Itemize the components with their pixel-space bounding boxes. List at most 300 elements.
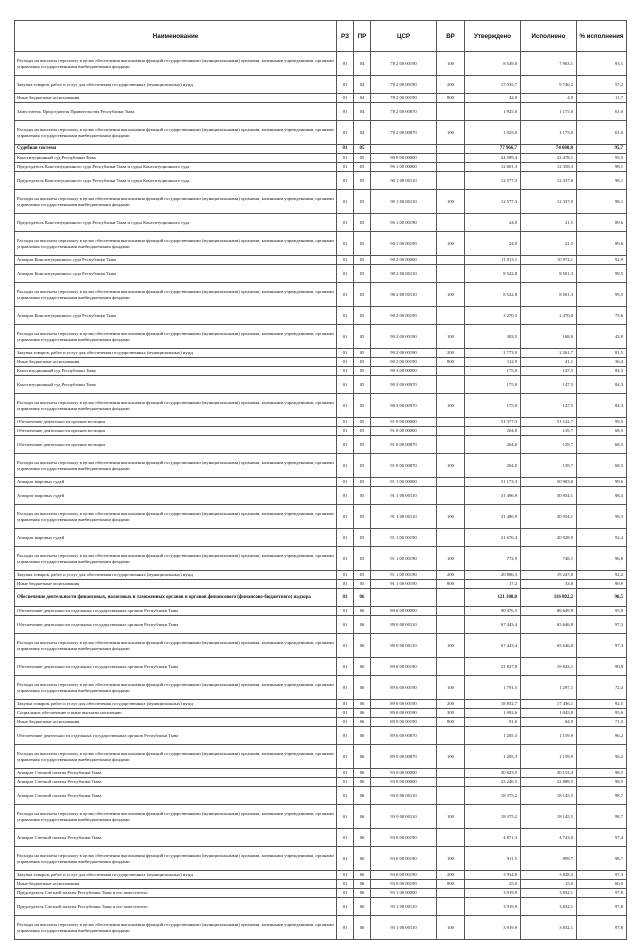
cell-rz: 01	[337, 547, 354, 571]
cell-vr: 800	[437, 358, 465, 367]
cell-name: Председатель Счетной палаты Республики Тыва и его заместитель	[15, 889, 337, 898]
cell-percent: 43,8	[577, 325, 627, 349]
cell-name: Аппарат Счетной палаты Республики Тыва	[15, 778, 337, 787]
cell-vr: 100	[437, 454, 465, 478]
cell-vr: 100	[437, 52, 465, 76]
cell-pr: 05	[354, 505, 371, 529]
cell-csr: 90 1 00 00190	[371, 232, 437, 256]
cell-executed: 1 159,9	[521, 745, 577, 769]
table-row	[15, 427, 627, 436]
cell-executed: 10 972,1	[521, 256, 577, 265]
table-row	[15, 505, 627, 529]
cell-approved: 67 443,4	[465, 634, 521, 658]
cell-executed: 19 247,0	[521, 571, 577, 580]
cell-csr: 78 2 00 00870	[371, 103, 437, 121]
cell-pr: 06	[354, 676, 371, 700]
table-row	[15, 709, 627, 718]
cell-vr	[437, 589, 465, 607]
cell-vr: 100	[437, 190, 465, 214]
cell-pr: 05	[354, 163, 371, 172]
cell-name: Конституционный суд Республики Тыва	[15, 367, 337, 376]
cell-percent: 95,6	[577, 709, 627, 718]
cell-pr: 05	[354, 580, 371, 589]
cell-rz: 01	[337, 232, 354, 256]
cell-executed: 18 145,5	[521, 787, 577, 805]
cell-percent: 84,3	[577, 394, 627, 418]
table-row	[15, 880, 627, 889]
cell-approved: 3 270,3	[465, 307, 521, 325]
cell-executed: 74 600,8	[521, 145, 577, 154]
cell-executed: 18 145,5	[521, 805, 577, 829]
table-row	[15, 214, 627, 232]
cell-percent: 92,9	[577, 256, 627, 265]
cell-rz: 01	[337, 889, 354, 898]
cell-approved: 3 919,9	[465, 889, 521, 898]
cell-name: Конституционный суд Республики Тыва	[15, 376, 337, 394]
cell-executed: 748,1	[521, 547, 577, 571]
cell-executed: 12 337,0	[521, 190, 577, 214]
cell-percent: 95,8	[577, 607, 627, 616]
cell-executed: 3 832,1	[521, 898, 577, 916]
cell-name: Заместитель Председателя Правительства Республики Тыва	[15, 103, 337, 121]
cell-executed: 3 832,1	[521, 916, 577, 940]
cell-csr: 90 2 00 00000	[371, 256, 437, 265]
header-approved: Утверждено	[465, 21, 521, 52]
table-row	[15, 805, 627, 829]
cell-approved: 12 577,3	[465, 190, 521, 214]
cell-rz: 01	[337, 256, 354, 265]
cell-rz: 01	[337, 769, 354, 778]
table-row	[15, 571, 627, 580]
cell-executed: 41,1	[521, 358, 577, 367]
cell-name: Расходы на выплаты персоналу в целях обеспечения выполнения функций государственными (муниципальными) органами, казенными учреждениями, органами управления государственными внебюджетными фондами	[15, 325, 337, 349]
cell-vr	[437, 145, 465, 154]
header-pr: ПР	[354, 21, 371, 52]
cell-vr	[437, 727, 465, 745]
budget-table	[14, 20, 627, 940]
cell-percent: 90,9	[577, 658, 627, 676]
cell-percent: 97,4	[577, 829, 627, 847]
cell-pr: 06	[354, 880, 371, 889]
table-header-row	[15, 21, 627, 52]
cell-name: Закупка товаров, работ и услуг для обеспечения государственных (муниципальных) нужд	[15, 571, 337, 580]
cell-name: Расходы на выплаты персоналу в целях обеспечения выполнения функций государственными (муниципальными) органами, казенными учреждениями, органами управления государственными внебюджетными фондами	[15, 805, 337, 829]
cell-csr: 93 0 00 00190	[371, 829, 437, 847]
cell-percent: 98,1	[577, 190, 627, 214]
cell-approved: 121 100,0	[465, 589, 521, 607]
cell-approved: 12 601,3	[465, 163, 521, 172]
cell-approved: 4 871,3	[465, 829, 521, 847]
cell-name: Расходы на выплаты персоналу в целях обеспечения выполнения функций государственными (муниципальными) органами, казенными учреждениями, органами управления государственными внебюджетными фондами	[15, 121, 337, 145]
cell-name: Обеспечение деятельности отдельных государственных органов Республики Тыва	[15, 607, 337, 616]
cell-executed: 168,0	[521, 325, 577, 349]
cell-pr: 05	[354, 349, 371, 358]
cell-name: Иные бюджетные ассигнования	[15, 358, 337, 367]
cell-approved: 42,0	[465, 94, 521, 103]
table-row	[15, 94, 627, 103]
table-row	[15, 607, 627, 616]
cell-rz: 01	[337, 616, 354, 634]
table-row	[15, 847, 627, 871]
table-row	[15, 154, 627, 163]
cell-name: Обеспечение деятельности отдельных государственных органов Республики Тыва	[15, 727, 337, 745]
cell-vr	[437, 265, 465, 283]
cell-percent: 92,2	[577, 571, 627, 580]
cell-vr	[437, 778, 465, 787]
cell-percent: 72,4	[577, 676, 627, 700]
cell-vr	[437, 436, 465, 454]
cell-pr: 04	[354, 121, 371, 145]
cell-vr: 100	[437, 325, 465, 349]
cell-vr	[437, 154, 465, 163]
cell-percent: 95,5	[577, 154, 627, 163]
table-row	[15, 349, 627, 358]
cell-percent: 99,5	[577, 418, 627, 427]
cell-name: Председатель Счетной палаты Республики Тыва и его заместитель	[15, 898, 337, 916]
cell-executed: 86 649,8	[521, 607, 577, 616]
cell-percent: 99,5	[577, 265, 627, 283]
cell-csr: 78 2 00 00870	[371, 121, 437, 145]
cell-vr	[437, 256, 465, 265]
cell-percent: 98,7	[577, 847, 627, 871]
cell-pr: 05	[354, 427, 371, 436]
cell-approved: 383,5	[465, 325, 521, 349]
table-row	[15, 256, 627, 265]
cell-rz: 01	[337, 634, 354, 658]
cell-approved: 204,0	[465, 436, 521, 454]
cell-vr	[437, 367, 465, 376]
cell-rz: 01	[337, 898, 354, 916]
cell-rz: 01	[337, 478, 354, 487]
cell-name: Председатель Конституционного суда Республики Тыва и судьи Конституционного суда	[15, 163, 337, 172]
cell-csr: 89 0 00 00870	[371, 727, 437, 745]
cell-percent: 98,3	[577, 487, 627, 505]
cell-pr: 04	[354, 52, 371, 76]
cell-rz: 01	[337, 580, 354, 589]
cell-percent: 97,8	[577, 916, 627, 940]
cell-executed: 1 175,0	[521, 103, 577, 121]
cell-rz: 01	[337, 418, 354, 427]
cell-executed: 3 832,1	[521, 889, 577, 898]
cell-vr	[437, 172, 465, 190]
table-row	[15, 163, 627, 172]
cell-name: Расходы на выплаты персоналу в целях обеспечения выполнения функций государственными (муниципальными) органами, казенными учреждениями, органами управления государственными внебюджетными фондами	[15, 847, 337, 871]
cell-executed: 1 175,0	[521, 121, 577, 145]
cell-approved: 31 496,9	[465, 505, 521, 529]
cell-csr: 89 0 00 00190	[371, 658, 437, 676]
table-row	[15, 916, 627, 940]
cell-approved: 204,0	[465, 427, 521, 436]
cell-percent: 97,8	[577, 889, 627, 898]
table-row	[15, 172, 627, 190]
cell-percent: 98,1	[577, 172, 627, 190]
cell-executed: 15,0	[521, 880, 577, 889]
cell-percent: 84,3	[577, 367, 627, 376]
cell-vr	[437, 103, 465, 121]
cell-vr: 100	[437, 916, 465, 940]
cell-executed: 139,7	[521, 427, 577, 436]
cell-executed: 17 436,1	[521, 700, 577, 709]
cell-approved: 30 623,5	[465, 769, 521, 778]
cell-rz: 01	[337, 709, 354, 718]
cell-percent: 96,8	[577, 547, 627, 571]
cell-percent: 98,3	[577, 505, 627, 529]
table-row	[15, 718, 627, 727]
cell-name: Обеспечение деятельности финансовых, налоговых и таможенных органов и органов финансового (финансово-бюджетного) надзора	[15, 589, 337, 607]
cell-name: Аппарат мировых судей	[15, 487, 337, 505]
cell-name: Иные бюджетные ассигнования	[15, 880, 337, 889]
table-row	[15, 265, 627, 283]
cell-csr	[371, 589, 437, 607]
cell-percent: 90,9	[577, 580, 627, 589]
cell-pr: 06	[354, 589, 371, 607]
cell-name: Аппарат Конституционного суда Республики Тыва	[15, 265, 337, 283]
cell-approved: 204,0	[465, 454, 521, 478]
cell-csr: 91 1 00 00190	[371, 529, 437, 547]
cell-executed: 19 843,1	[521, 658, 577, 676]
cell-approved: 17 035,7	[465, 76, 521, 94]
cell-pr: 06	[354, 718, 371, 727]
cell-executed: 899,7	[521, 847, 577, 871]
cell-pr: 05	[354, 214, 371, 232]
cell-executed: 3 828,3	[521, 871, 577, 880]
cell-vr: 800	[437, 880, 465, 889]
cell-approved: 51 377,3	[465, 418, 521, 427]
cell-pr: 04	[354, 94, 371, 103]
cell-csr: 90 1 00 00110	[371, 172, 437, 190]
cell-executed: 64,9	[521, 718, 577, 727]
cell-rz: 01	[337, 454, 354, 478]
cell-name: Судебная система	[15, 145, 337, 154]
cell-percent: 96,5	[577, 589, 627, 607]
table-row	[15, 529, 627, 547]
cell-approved: 17,2	[465, 580, 521, 589]
cell-approved: 911,5	[465, 847, 521, 871]
cell-rz: 01	[337, 367, 354, 376]
cell-executed: 51 122,7	[521, 418, 577, 427]
header-executed: Исполнено	[521, 21, 577, 52]
cell-pr: 04	[354, 76, 371, 94]
cell-executed: 22 888,5	[521, 778, 577, 787]
cell-pr: 05	[354, 307, 371, 325]
cell-csr: 93 0 00 00000	[371, 778, 437, 787]
cell-percent: 61,0	[577, 103, 627, 121]
cell-pr: 06	[354, 616, 371, 634]
cell-approved: 18 375,2	[465, 787, 521, 805]
cell-executed: 116 802,2	[521, 589, 577, 607]
cell-approved: 21 827,8	[465, 658, 521, 676]
cell-rz: 01	[337, 394, 354, 418]
header-csr: ЦСР	[371, 21, 437, 52]
cell-approved: 3 919,9	[465, 916, 521, 940]
cell-rz: 01	[337, 436, 354, 454]
cell-approved: 51 173,3	[465, 478, 521, 487]
cell-approved: 67 443,4	[465, 616, 521, 634]
cell-rz: 01	[337, 718, 354, 727]
cell-rz: 01	[337, 880, 354, 889]
cell-approved: 1 205,3	[465, 745, 521, 769]
cell-vr	[437, 889, 465, 898]
cell-approved: 18 852,7	[465, 700, 521, 709]
cell-name: Обеспечение деятельности органов юстиции	[15, 427, 337, 436]
cell-rz: 01	[337, 787, 354, 805]
cell-pr: 05	[354, 418, 371, 427]
cell-rz: 01	[337, 505, 354, 529]
cell-pr: 06	[354, 787, 371, 805]
table-row	[15, 898, 627, 916]
cell-executed: 147,5	[521, 376, 577, 394]
cell-name: Социальное обеспечение и иные выплаты населению	[15, 709, 337, 718]
cell-name: Закупка товаров, работ и услуг для обеспечения государственных (муниципальных) нужд	[15, 700, 337, 709]
cell-pr: 06	[354, 634, 371, 658]
table-row	[15, 436, 627, 454]
cell-percent: 98,7	[577, 805, 627, 829]
cell-percent: 36,4	[577, 358, 627, 367]
cell-percent: 84,3	[577, 376, 627, 394]
cell-name: Иные бюджетные ассигнования	[15, 94, 337, 103]
header-name: Наименование	[15, 21, 337, 52]
table-row	[15, 700, 627, 709]
cell-name: Расходы на выплаты персоналу в целях обеспечения выполнения функций государственными (муниципальными) органами, казенными учреждениями, органами управления государственными внебюджетными фондами	[15, 745, 337, 769]
cell-rz: 01	[337, 214, 354, 232]
cell-vr: 100	[437, 805, 465, 829]
cell-vr: 200	[437, 571, 465, 580]
cell-pr: 05	[354, 571, 371, 580]
cell-percent: 61,0	[577, 121, 627, 145]
cell-csr: 90 2 00 00190	[371, 358, 437, 367]
table-row	[15, 769, 627, 778]
cell-rz: 01	[337, 172, 354, 190]
cell-name: Расходы на выплаты персоналу в целях обеспечения выполнения функций государственными (муниципальными) органами, казенными учреждениями, органами управления государственными внебюджетными фондами	[15, 232, 337, 256]
cell-approved: 24,0	[465, 232, 521, 256]
cell-approved: 772,9	[465, 547, 521, 571]
cell-pr: 05	[354, 367, 371, 376]
cell-executed: 147,5	[521, 394, 577, 418]
cell-pr: 06	[354, 769, 371, 778]
cell-pr: 06	[354, 607, 371, 616]
table-row	[15, 589, 627, 607]
table-row	[15, 283, 627, 307]
table-row	[15, 478, 627, 487]
cell-approved: 31 496,9	[465, 487, 521, 505]
cell-pr: 05	[354, 487, 371, 505]
cell-pr: 05	[354, 376, 371, 394]
cell-name: Иные бюджетные ассигнования	[15, 718, 337, 727]
cell-vr	[437, 418, 465, 427]
cell-vr: 300	[437, 709, 465, 718]
cell-pr: 06	[354, 889, 371, 898]
cell-vr	[437, 658, 465, 676]
cell-percent: 95,7	[577, 145, 627, 154]
table-row	[15, 778, 627, 787]
cell-rz: 01	[337, 307, 354, 325]
cell-rz: 01	[337, 358, 354, 367]
cell-rz: 01	[337, 658, 354, 676]
cell-csr: 91 0 00 00000	[371, 427, 437, 436]
cell-name: Аппарат мировых судей	[15, 478, 337, 487]
cell-approved: 24 589,4	[465, 154, 521, 163]
cell-approved: 25,0	[465, 880, 521, 889]
cell-csr: 89 0 00 00870	[371, 745, 437, 769]
cell-name: Закупка товаров, работ и услуг для обеспечения государственных (муниципальных) нужд	[15, 349, 337, 358]
cell-rz: 01	[337, 103, 354, 121]
cell-percent: 89,6	[577, 214, 627, 232]
cell-executed: 2 470,8	[521, 307, 577, 325]
cell-name: Расходы на выплаты персоналу в целях обеспечения выполнения функций государственными (муниципальными) органами, казенными учреждениями, органами управления государственными внебюджетными фондами	[15, 547, 337, 571]
cell-vr: 100	[437, 847, 465, 871]
cell-approved: 91,0	[465, 718, 521, 727]
cell-percent: 75,6	[577, 307, 627, 325]
cell-vr	[437, 427, 465, 436]
cell-vr	[437, 769, 465, 778]
table-row	[15, 52, 627, 76]
table-row	[15, 232, 627, 256]
cell-csr: 93 0 00 00110	[371, 787, 437, 805]
cell-pr: 06	[354, 847, 371, 871]
cell-pr: 06	[354, 829, 371, 847]
cell-approved: 8 549,0	[465, 52, 521, 76]
cell-vr	[437, 829, 465, 847]
cell-approved: 24,0	[465, 214, 521, 232]
cell-csr: 78 2 00 00190	[371, 76, 437, 94]
cell-csr: 91 1 00 00110	[371, 487, 437, 505]
table-row	[15, 376, 627, 394]
cell-approved: 1 205,3	[465, 727, 521, 745]
cell-vr	[437, 478, 465, 487]
table-row	[15, 487, 627, 505]
cell-name: Иные бюджетные ассигнования	[15, 580, 337, 589]
cell-rz: 01	[337, 487, 354, 505]
cell-name: Расходы на выплаты персоналу в целях обеспечения выполнения функций государственными (муниципальными) органами, казенными учреждениями, органами управления государственными внебюджетными фондами	[15, 283, 337, 307]
cell-executed: 139,7	[521, 436, 577, 454]
cell-percent: 96,2	[577, 727, 627, 745]
cell-csr: 89 0 00 00190	[371, 709, 437, 718]
cell-name: Обеспечение деятельности органов юстиции	[15, 436, 337, 454]
cell-percent: 97,8	[577, 898, 627, 916]
cell-executed: 1 045,0	[521, 709, 577, 718]
cell-csr: 90 2 00 00110	[371, 283, 437, 307]
cell-csr: 93 0 00 00190	[371, 880, 437, 889]
table-row	[15, 103, 627, 121]
cell-executed: 2 261,7	[521, 349, 577, 358]
cell-vr: 200	[437, 349, 465, 358]
cell-percent: 92,5	[577, 700, 627, 709]
cell-name: Расходы на выплаты персоналу в целях обеспечения выполнения функций государственными (муниципальными) органами, казенными учреждениями, органами управления государственными внебюджетными фондами	[15, 394, 337, 418]
cell-rz: 01	[337, 745, 354, 769]
cell-vr: 100	[437, 745, 465, 769]
cell-executed: 20 028,9	[521, 529, 577, 547]
cell-name: Обеспечение деятельности отдельных государственных органов Республики Тыва	[15, 658, 337, 676]
cell-executed: 33,8	[521, 580, 577, 589]
cell-approved: 8 542,8	[465, 283, 521, 307]
table-row	[15, 418, 627, 427]
cell-csr: 90 2 00 00110	[371, 265, 437, 283]
cell-pr: 06	[354, 727, 371, 745]
cell-executed: 50 983,0	[521, 478, 577, 487]
cell-csr: 78 2 00 00190	[371, 52, 437, 76]
cell-name: Закупка товаров, работ и услуг для обеспечения государственных (муниципальных) нужд	[15, 871, 337, 880]
cell-percent: 99,5	[577, 283, 627, 307]
cell-approved: 20 886,3	[465, 571, 521, 580]
cell-pr: 05	[354, 172, 371, 190]
cell-executed: 139,7	[521, 454, 577, 478]
cell-executed: 1 159,9	[521, 727, 577, 745]
cell-percent: 97,3	[577, 634, 627, 658]
cell-rz: 01	[337, 589, 354, 607]
cell-name: Обеспечение деятельности органов юстиции	[15, 418, 337, 427]
cell-name: Аппарат Счетной палаты Республики Тыва	[15, 769, 337, 778]
cell-rz: 01	[337, 427, 354, 436]
